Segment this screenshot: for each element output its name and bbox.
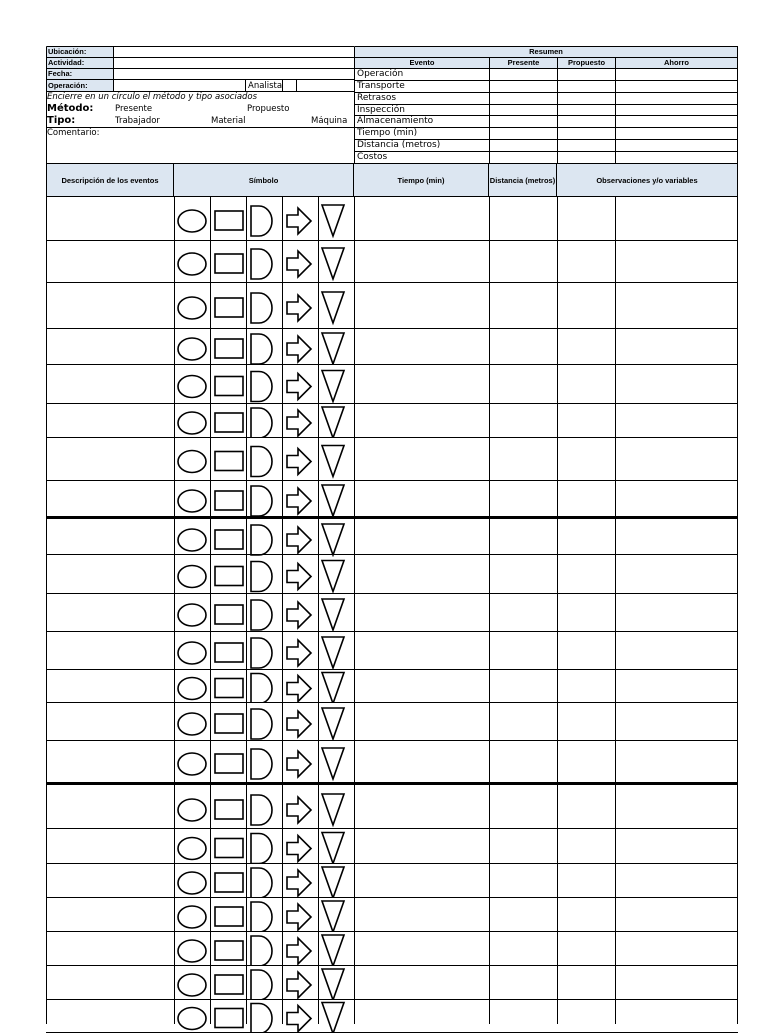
operation-circle-icon[interactable] [178, 872, 206, 894]
storage-triangle-icon[interactable] [322, 446, 344, 477]
transport-arrow-icon[interactable] [287, 904, 311, 930]
tipo-label: Tipo: [47, 115, 107, 127]
tipo-trabajador-option[interactable]: Trabajador [115, 116, 185, 127]
symbol-set [174, 966, 354, 1000]
table-row [46, 1000, 738, 1033]
storage-triangle-icon[interactable] [322, 935, 344, 966]
label-ubicacion: Ubicación: [46, 47, 113, 57]
inspection-square-icon[interactable] [215, 714, 243, 733]
storage-triangle-icon[interactable] [322, 673, 344, 704]
transport-arrow-icon[interactable] [287, 208, 311, 234]
delay-d-icon[interactable] [251, 709, 272, 739]
storage-triangle-icon[interactable] [322, 371, 344, 402]
resumen-event: Transporte [355, 81, 489, 92]
inspection-square-icon[interactable] [215, 413, 243, 432]
analista-field[interactable] [297, 80, 354, 91]
inspection-square-icon[interactable] [215, 907, 243, 926]
tipo-maquina-option[interactable]: Máquina [311, 116, 354, 127]
transport-arrow-icon[interactable] [287, 410, 311, 436]
delay-d-icon[interactable] [251, 674, 272, 704]
storage-triangle-icon[interactable] [322, 292, 344, 323]
label-actividad: Actividad: [46, 58, 113, 68]
resumen-event: Retrasos [355, 93, 489, 104]
transport-arrow-icon[interactable] [287, 797, 311, 823]
delay-d-icon[interactable] [251, 249, 272, 279]
delay-d-icon[interactable] [251, 525, 272, 555]
transport-arrow-icon[interactable] [287, 870, 311, 896]
operation-circle-icon[interactable] [178, 642, 206, 664]
delay-d-icon[interactable] [251, 970, 272, 1000]
storage-triangle-icon[interactable] [322, 748, 344, 779]
delay-d-icon[interactable] [251, 447, 272, 477]
transport-arrow-icon[interactable] [287, 676, 311, 702]
storage-triangle-icon[interactable] [322, 708, 344, 739]
resumen-col-evento: Evento [355, 58, 489, 68]
symbol-set [174, 283, 354, 329]
storage-triangle-icon[interactable] [322, 205, 344, 236]
col-simbolo-header: Símbolo [174, 163, 354, 197]
transport-arrow-icon[interactable] [287, 488, 311, 514]
inspection-square-icon[interactable] [215, 339, 243, 358]
resumen-event: Tiempo (min) [355, 128, 489, 139]
delay-d-icon[interactable] [251, 902, 272, 932]
delay-d-icon[interactable] [251, 638, 272, 668]
operation-circle-icon[interactable] [178, 838, 206, 860]
col-distancia-header: Distancia (metros) [489, 163, 557, 197]
operation-circle-icon[interactable] [178, 253, 206, 275]
symbol-set [174, 703, 354, 741]
symbol-set [174, 1000, 354, 1033]
table-row [46, 197, 738, 241]
operation-circle-icon[interactable] [178, 566, 206, 588]
delay-d-icon[interactable] [251, 834, 272, 864]
events-table [46, 163, 738, 1024]
storage-triangle-icon[interactable] [322, 333, 344, 364]
table-row [46, 555, 738, 594]
metodo-presente-option[interactable]: Presente [115, 104, 175, 115]
table-row [46, 741, 738, 783]
operation-circle-icon[interactable] [178, 974, 206, 996]
symbol-set [174, 632, 354, 670]
storage-triangle-icon[interactable] [322, 407, 344, 438]
metodo-label: Método: [47, 103, 107, 115]
inspection-square-icon[interactable] [215, 800, 243, 819]
inspection-square-icon[interactable] [215, 605, 243, 624]
transport-arrow-icon[interactable] [287, 602, 311, 628]
table-row [46, 241, 738, 283]
table-row [46, 594, 738, 632]
storage-triangle-icon[interactable] [322, 901, 344, 932]
storage-triangle-icon[interactable] [322, 794, 344, 825]
table-row [46, 632, 738, 670]
table-row [46, 898, 738, 932]
table-row [46, 365, 738, 404]
table-row [46, 932, 738, 966]
symbol-set [174, 785, 354, 831]
symbol-set [174, 670, 354, 703]
inspection-square-icon[interactable] [215, 452, 243, 471]
resumen-event: Inspección [355, 105, 489, 116]
delay-d-icon[interactable] [251, 372, 272, 402]
resumen-col-ahorro: Ahorro [616, 58, 737, 68]
resumen-col-presente: Presente [490, 58, 557, 68]
table-row [46, 517, 738, 555]
delay-d-icon[interactable] [251, 334, 272, 364]
comentario-field[interactable] [47, 139, 353, 163]
transport-arrow-icon[interactable] [287, 836, 311, 862]
transport-arrow-icon[interactable] [287, 711, 311, 737]
inspection-square-icon[interactable] [215, 298, 243, 317]
inspection-square-icon[interactable] [215, 567, 243, 586]
symbol-set [174, 241, 354, 283]
storage-triangle-icon[interactable] [322, 599, 344, 630]
inspection-square-icon[interactable] [215, 679, 243, 698]
resumen-event: Operación [355, 69, 489, 80]
transport-arrow-icon[interactable] [287, 751, 311, 777]
symbol-set [174, 741, 354, 783]
operation-circle-icon[interactable] [178, 376, 206, 398]
delay-d-icon[interactable] [251, 936, 272, 966]
storage-triangle-icon[interactable] [322, 867, 344, 898]
symbol-set [174, 404, 354, 438]
symbol-set [174, 594, 354, 632]
inspection-square-icon[interactable] [215, 254, 243, 273]
inspection-square-icon[interactable] [215, 530, 243, 549]
symbol-set [174, 864, 354, 898]
symbol-set [174, 365, 354, 404]
transport-arrow-icon[interactable] [287, 251, 311, 277]
ubicacion-field[interactable] [114, 47, 354, 57]
operation-circle-icon[interactable] [178, 1008, 206, 1030]
symbol-set [174, 829, 354, 864]
table-row [46, 783, 738, 829]
table-row [46, 283, 738, 329]
actividad-field[interactable] [114, 58, 354, 68]
storage-triangle-icon[interactable] [322, 561, 344, 592]
table-row [46, 438, 738, 481]
table-row [46, 829, 738, 864]
inspection-square-icon[interactable] [215, 643, 243, 662]
operation-circle-icon[interactable] [178, 940, 206, 962]
storage-triangle-icon[interactable] [322, 969, 344, 1000]
transport-arrow-icon[interactable] [287, 527, 311, 553]
symbol-set [174, 932, 354, 966]
operation-circle-icon[interactable] [178, 490, 206, 512]
table-row [46, 329, 738, 365]
storage-triangle-icon[interactable] [322, 1003, 344, 1033]
label-operacion: Operación: [46, 80, 113, 91]
instruction-text: Encierre en un círculo el método y tipo asociados [47, 92, 347, 103]
storage-triangle-icon[interactable] [322, 248, 344, 279]
transport-arrow-icon[interactable] [287, 374, 311, 400]
table-row [46, 404, 738, 438]
resumen-event: Distancia (metros) [355, 140, 489, 151]
inspection-square-icon[interactable] [215, 754, 243, 773]
delay-d-icon[interactable] [251, 206, 272, 236]
operation-circle-icon[interactable] [178, 799, 206, 821]
symbol-set [174, 329, 354, 365]
operation-circle-icon[interactable] [178, 529, 206, 551]
delay-d-icon[interactable] [251, 749, 272, 779]
delay-d-icon[interactable] [251, 600, 272, 630]
table-row [46, 670, 738, 703]
table-row [46, 481, 738, 517]
symbol-set [174, 438, 354, 481]
transport-arrow-icon[interactable] [287, 972, 311, 998]
inspection-square-icon[interactable] [215, 873, 243, 892]
symbol-set [174, 481, 354, 517]
label-fecha: Fecha: [46, 69, 113, 79]
transport-arrow-icon[interactable] [287, 640, 311, 666]
inspection-square-icon[interactable] [215, 975, 243, 994]
operation-circle-icon[interactable] [178, 906, 206, 928]
resumen-event: Costos [355, 152, 489, 163]
operation-circle-icon[interactable] [178, 210, 206, 232]
delay-d-icon[interactable] [251, 1004, 272, 1033]
resumen-event: Almacenamiento [355, 116, 489, 127]
delay-d-icon[interactable] [251, 868, 272, 898]
operation-circle-icon[interactable] [178, 297, 206, 319]
delay-d-icon[interactable] [251, 562, 272, 592]
analista-label: Analista [247, 81, 282, 91]
resumen-col-propuesto: Propuesto [558, 58, 615, 68]
transport-arrow-icon[interactable] [287, 295, 311, 321]
inspection-square-icon[interactable] [215, 491, 243, 510]
storage-triangle-icon[interactable] [322, 637, 344, 668]
operation-circle-icon[interactable] [178, 753, 206, 775]
inspection-square-icon[interactable] [215, 941, 243, 960]
operation-circle-icon[interactable] [178, 713, 206, 735]
operation-circle-icon[interactable] [178, 412, 206, 434]
operation-circle-icon[interactable] [178, 338, 206, 360]
delay-d-icon[interactable] [251, 486, 272, 516]
transport-arrow-icon[interactable] [287, 449, 311, 475]
symbol-set [174, 898, 354, 932]
symbol-set [174, 197, 354, 241]
inspection-square-icon[interactable] [215, 377, 243, 396]
form-header [46, 46, 738, 163]
transport-arrow-icon[interactable] [287, 336, 311, 362]
metodo-propuesto-option[interactable]: Propuesto [247, 104, 307, 115]
operacion-field[interactable] [114, 80, 245, 91]
symbol-set [174, 555, 354, 594]
col-tiempo-header: Tiempo (min) [354, 163, 489, 197]
storage-triangle-icon[interactable] [322, 485, 344, 516]
inspection-square-icon[interactable] [215, 211, 243, 230]
comentario-label: Comentario: [47, 128, 347, 139]
resumen-title: Resumen [355, 47, 737, 57]
operation-circle-icon[interactable] [178, 678, 206, 700]
operation-circle-icon[interactable] [178, 604, 206, 626]
delay-d-icon[interactable] [251, 293, 272, 323]
delay-d-icon[interactable] [251, 408, 272, 438]
transport-arrow-icon[interactable] [287, 564, 311, 590]
symbol-set [174, 519, 354, 557]
storage-triangle-icon[interactable] [322, 524, 344, 555]
fecha-field[interactable] [114, 69, 354, 79]
transport-arrow-icon[interactable] [287, 938, 311, 964]
tipo-material-option[interactable]: Material [211, 116, 271, 127]
operation-circle-icon[interactable] [178, 451, 206, 473]
table-row [46, 703, 738, 741]
inspection-square-icon[interactable] [215, 839, 243, 858]
table-row [46, 864, 738, 898]
table-row [46, 966, 738, 1000]
col-observaciones-header: Observaciones y/o variables [557, 163, 738, 197]
transport-arrow-icon[interactable] [287, 1006, 311, 1032]
delay-d-icon[interactable] [251, 795, 272, 825]
inspection-square-icon[interactable] [215, 1009, 243, 1028]
storage-triangle-icon[interactable] [322, 833, 344, 864]
col-descripcion-header: Descripción de los eventos [46, 163, 174, 197]
